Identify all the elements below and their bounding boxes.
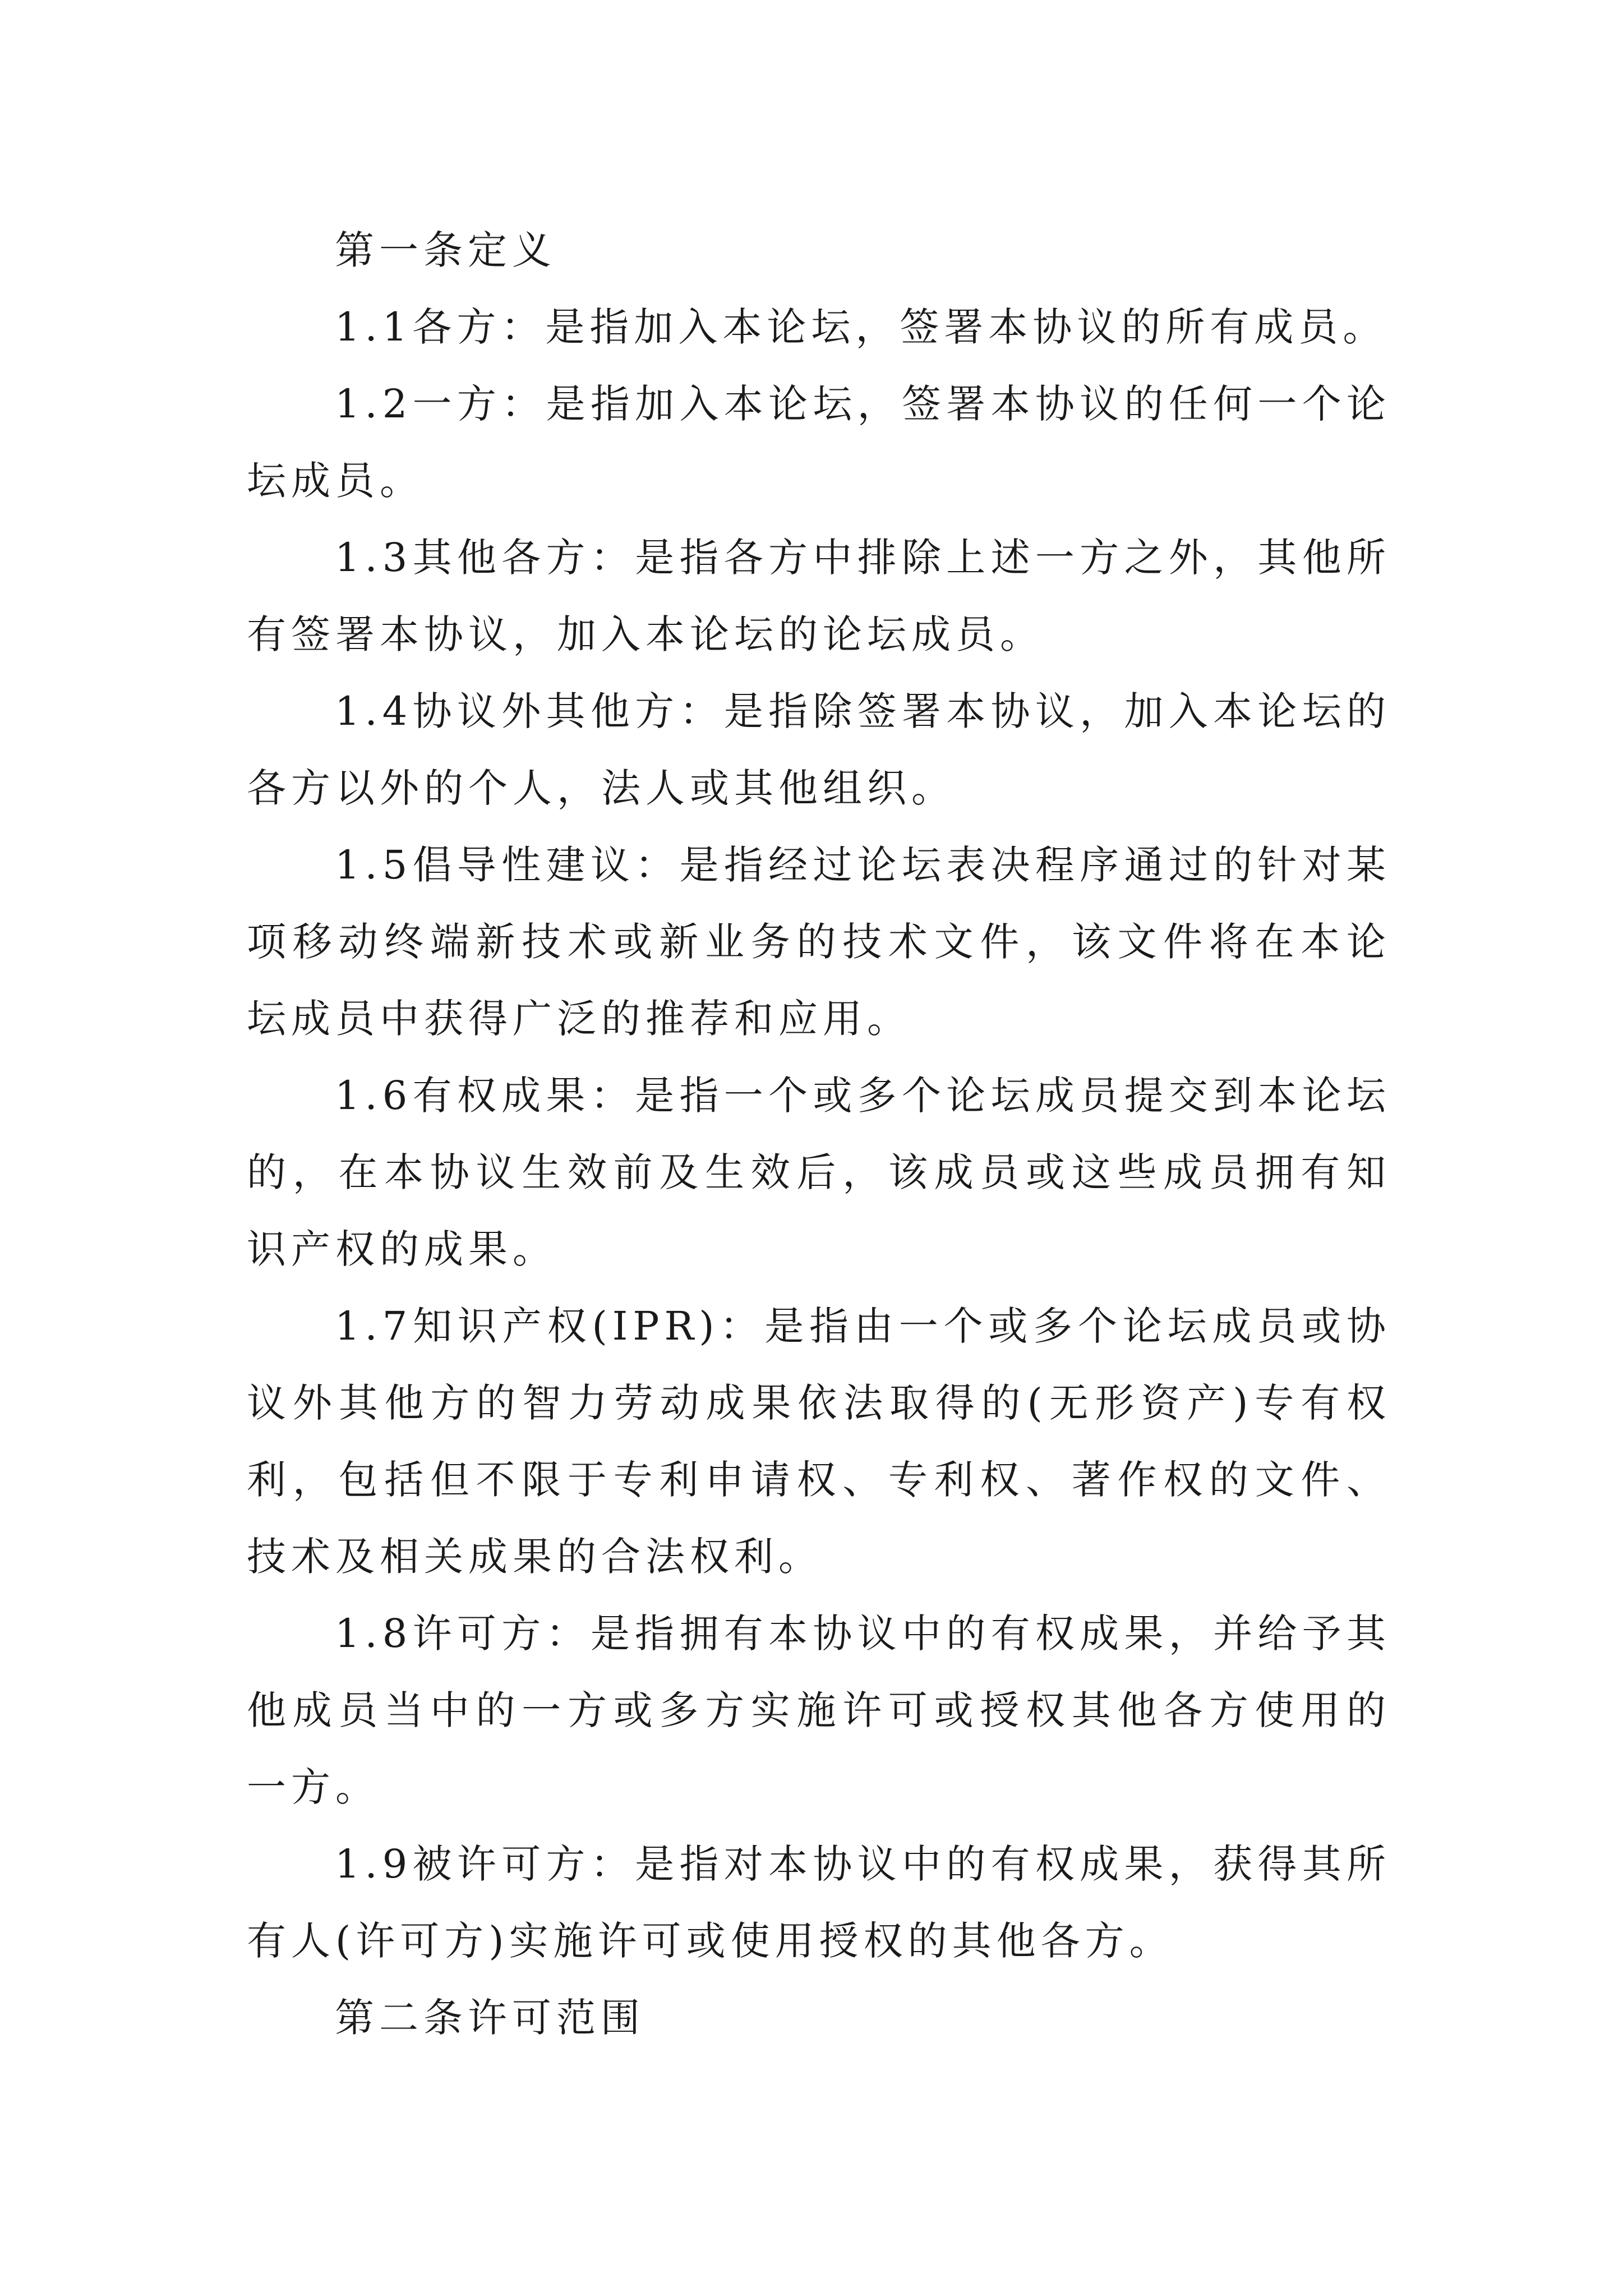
definition-item-1-9: 1.9被许可方：是指对本协议中的有权成果，获得其所有人(许可方)实施许可或使用授权的其他各方。 <box>247 1841 1391 1964</box>
definition-item-1-2: 1.2一方：是指加入本论坛，签署本协议的任何一个论坛成员。 <box>247 381 1391 504</box>
definition-item-1-7: 1.7知识产权(IPR)：是指由一个或多个论坛成员或协议外其他方的智力劳动成果依法取得的(无形资产)专有权利，包括但不限于专利申请权、专利权、著作权的文件、技术及相关成果的合法权利。 <box>247 1303 1391 1580</box>
definition-item-1-6: 1.6有权成果：是指一个或多个论坛成员提交到本论坛的，在本协议生效前及生效后，该成员或这些成员拥有知识产权的成果。 <box>247 1073 1391 1272</box>
definition-item-1-3: 1.3其他各方：是指各方中排除上述一方之外，其他所有签署本协议，加入本论坛的论坛成员。 <box>247 535 1391 657</box>
definition-item-1-5: 1.5倡导性建议：是指经过论坛表决程序通过的针对某项移动终端新技术或新业务的技术文件，该文件将在本论坛成员中获得广泛的推荐和应用。 <box>247 842 1391 1042</box>
definition-item-1-8: 1.8许可方：是指拥有本协议中的有权成果，并给予其他成员当中的一方或多方实施许可或授权其他各方使用的一方。 <box>247 1611 1391 1810</box>
definition-item-1-1: 1.1各方：是指加入本论坛，签署本协议的所有成员。 <box>335 304 1387 350</box>
definition-item-1-4: 1.4协议外其他方：是指除签署本协议，加入本论坛的各方以外的个人，法人或其他组织。 <box>247 688 1391 811</box>
section-heading-license-scope: 第二条许可范围 <box>335 1995 645 2041</box>
document-body <box>247 212 1391 2056</box>
section-heading-definitions: 第一条定义 <box>335 227 556 273</box>
